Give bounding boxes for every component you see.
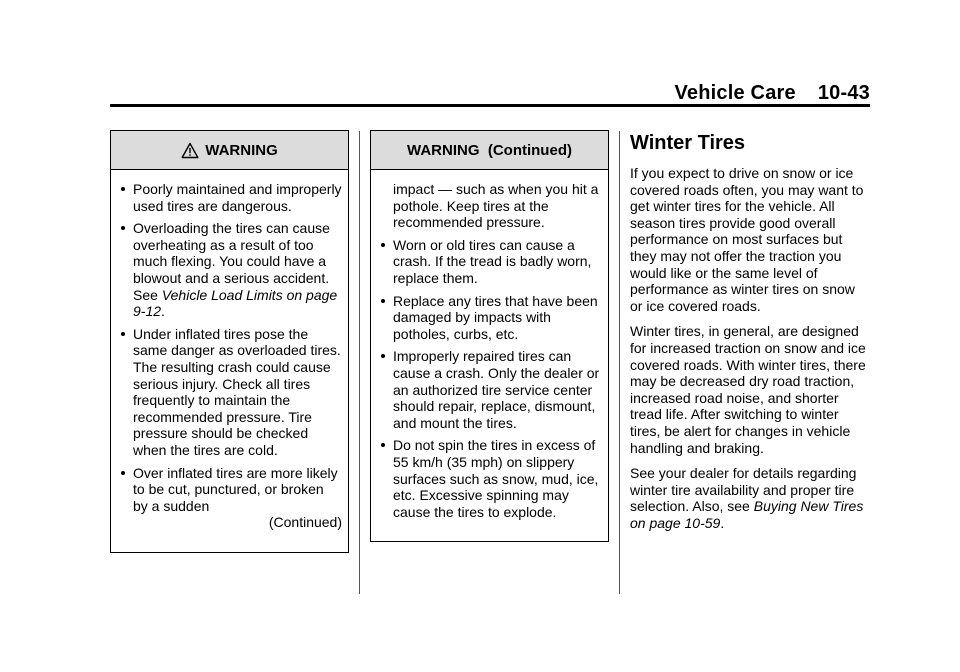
- list-item: Do not spin the tires in excess of 55 km/h (35 mph) on slippery surfaces such as snow, mud, ice, etc. Excessive spinning may cause the tires to explode.: [371, 437, 602, 520]
- section-heading: Winter Tires: [630, 132, 746, 154]
- cross-reference-link[interactable]: Buying New Tires on page 10-59: [630, 498, 864, 531]
- section-title: Vehicle Care: [674, 82, 796, 104]
- header-rule: [110, 104, 870, 107]
- warning-box-2: [370, 130, 609, 542]
- list-item: impact — such as when you hit a pothole. Keep tires at the recommended pressure.: [393, 181, 599, 231]
- page-header: [110, 82, 870, 104]
- list-item: Under inflated tires pose the same danger as overloaded tires. The resulting crash could cause serious injury. Check all tires frequently to maintain the recommended pressure. Tire pressure should be checked when the tires are cold.: [111, 326, 342, 459]
- column-divider-1: [359, 131, 360, 594]
- continued-label: (Continued): [268, 514, 342, 531]
- page-number: 10-43: [817, 82, 870, 104]
- warning-icon: [181, 142, 199, 159]
- winter-tires-section: [630, 132, 870, 540]
- warning-list-1: [111, 170, 348, 514]
- cross-reference-link[interactable]: Vehicle Load Limits on page 9-12: [133, 286, 338, 320]
- column-divider-2: [619, 131, 620, 594]
- list-item: Poorly maintained and improperly used tires are dangerous.: [111, 181, 342, 214]
- warning-title: WARNING: [205, 141, 278, 159]
- list-item: Replace any tires that have been damaged by impacts with potholes, curbs, etc.: [371, 293, 602, 343]
- warning-header: [111, 131, 348, 170]
- warning-box-1: [110, 130, 349, 553]
- list-item: Overloading the tires can cause overheating as a result of too much flexing. You could have a blowout and a serious accident. See Vehicle Load Limits on page 9-12.: [111, 220, 342, 320]
- list-item: Improperly repaired tires can cause a crash. Only the dealer or an authorized tire service center should repair, replace, dismount, and mount the tires.: [371, 348, 602, 431]
- warning-title: WARNING (Continued): [407, 141, 572, 159]
- paragraph: If you expect to drive on snow or ice covered roads often, you may want to get winter tires for the vehicle. All season tires provide good overall performance on most surfaces but they may not offer the traction you would like or the same level of performance as winter tires on snow or ice covered roads.: [630, 165, 864, 314]
- warning-header: [371, 131, 608, 170]
- paragraph: See your dealer for details regarding winter tire availability and proper tire selection. Also, see Buying New Tires on page 10-59.: [630, 465, 864, 531]
- paragraph: Winter tires, in general, are designed for increased traction on snow and ice covered roads. With winter tires, there may be decreased dry road traction, increased road noise, and shorter tread life. After switching to winter tires, be alert for changes in vehicle handling and braking.: [630, 323, 866, 456]
- warning-list-2: [371, 170, 608, 520]
- list-item: Worn or old tires can cause a crash. If the tread is badly worn, replace them.: [371, 237, 602, 287]
- list-item: Over inflated tires are more likely to be cut, punctured, or broken by a sudden: [111, 465, 342, 515]
- header-title: [674, 82, 870, 105]
